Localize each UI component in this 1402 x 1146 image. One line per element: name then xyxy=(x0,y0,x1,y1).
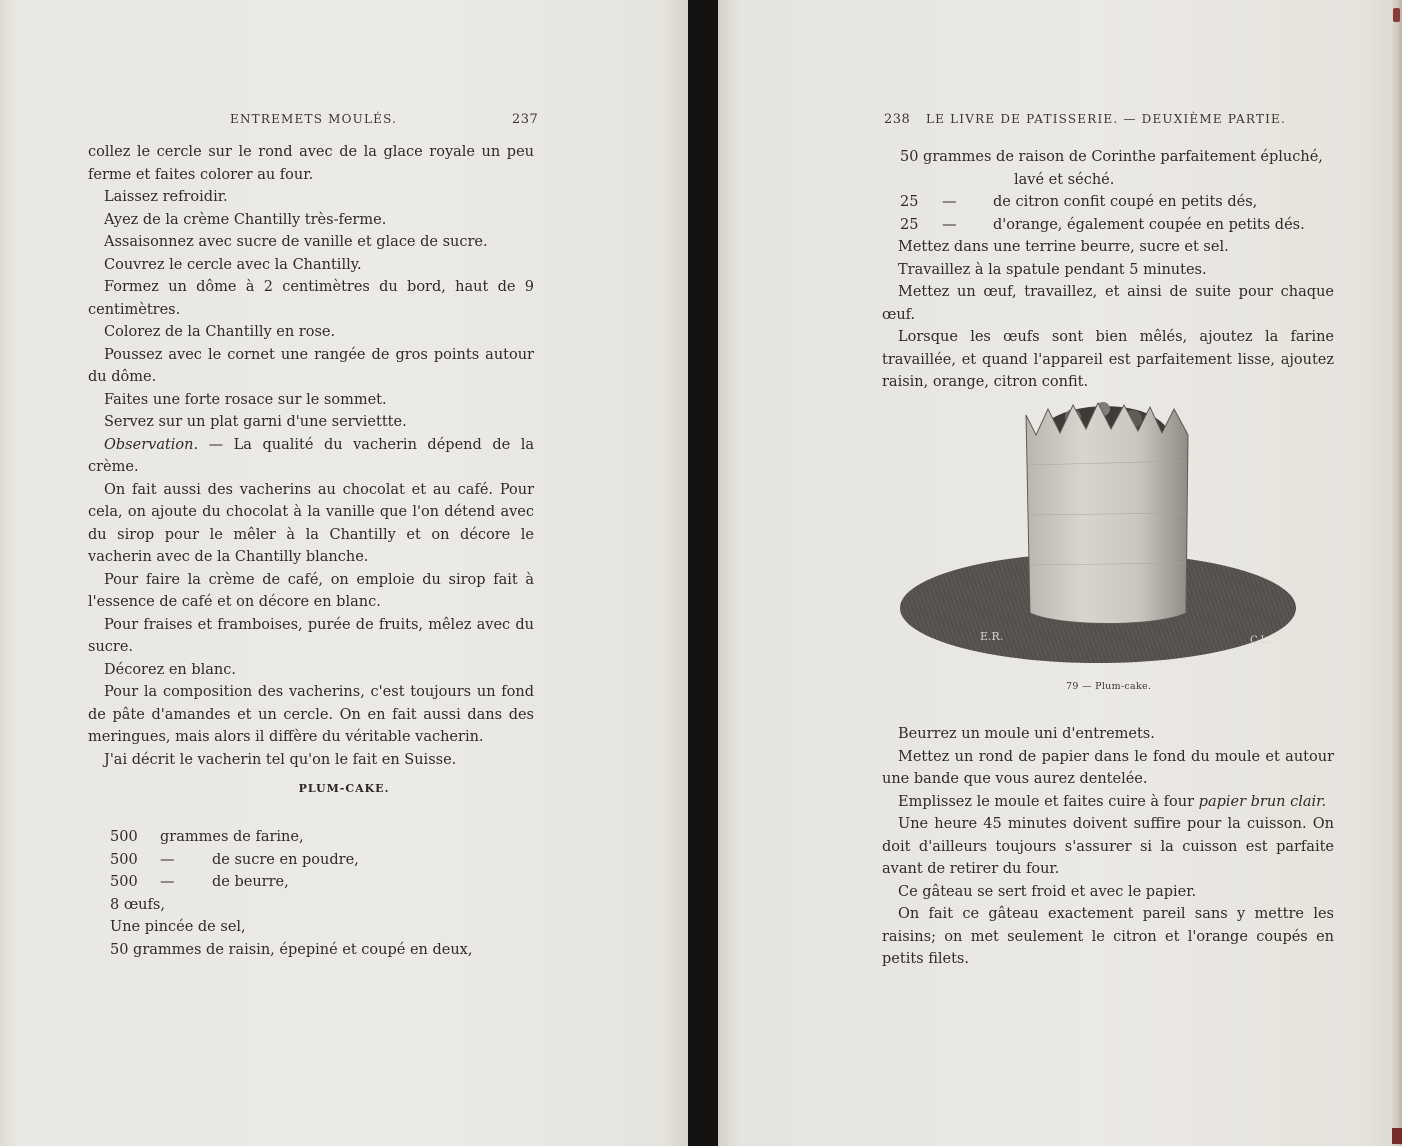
paragraph: Décorez en blanc. xyxy=(104,661,236,678)
right-body-text-top xyxy=(882,236,1334,394)
ingredient-text: de citron confit coupé en petits dés, xyxy=(993,194,1258,210)
paragraph: collez le cercle sur le rond avec de la glace royale un peu ferme et faites colorer au four. xyxy=(88,144,534,183)
paragraph: Pour faire la crème de café, on emploie du sirop fait à l'essence de café et on décore en blanc. xyxy=(88,571,534,610)
left-body-text xyxy=(88,141,534,771)
observation-label: Observation. xyxy=(104,436,199,453)
ingredient-row xyxy=(900,191,1340,214)
paragraph: Travaillez à la spatule pendant 5 minutes. xyxy=(898,261,1207,278)
ingredient-text: de sucre en poudre, xyxy=(212,851,359,868)
ingredient-qty: 25 xyxy=(900,194,919,210)
ingredient-row xyxy=(900,169,1340,192)
section-title: PLUM-CAKE. xyxy=(298,782,390,795)
ingredient-text: 50 grammes de raisin, épepiné et coupé en deux, xyxy=(110,941,473,958)
running-header: ENTREMETS MOULÉS. xyxy=(230,112,398,126)
paragraph: Couvrez le cercle avec la Chantilly. xyxy=(104,256,362,273)
paragraph: Pour fraises et framboises, purée de fruits, mêlez avec du sucre. xyxy=(88,616,534,655)
paragraph: Une heure 45 minutes doivent suffire pour la cuisson. On doit d'ailleurs toujours s'assurer si la cuisson est parfaite avant de retirer du four. xyxy=(882,816,1334,877)
ingredient-text: Une pincée de sel, xyxy=(110,919,246,935)
book-gutter xyxy=(688,0,718,1146)
paragraph: Colorez de la Chantilly en rose. xyxy=(104,324,336,340)
paragraph: Faites une forte rosace sur le sommet. xyxy=(104,391,387,408)
ingredient-text: de beurre, xyxy=(212,874,289,890)
ingredient-text: 8 œufs, xyxy=(110,896,165,913)
paragraph: Ayez de la crème Chantilly très-ferme. xyxy=(104,211,387,228)
ingredient-text: lavé et séché. xyxy=(1014,171,1115,188)
ingredient-text: d'orange, également coupée en petits dés. xyxy=(993,216,1305,233)
paragraph: On fait aussi des vacherins au chocolat et au café. Pour cela, on ajoute du chocolat à la vanille que l'on détend avec du sirop pour le mêler à la Chantilly et on décore le vacherin avec de la Chantilly blanche. xyxy=(88,481,534,565)
paragraph xyxy=(882,791,1334,814)
paragraph: Mettez un œuf, travaillez, et ainsi de suite pour chaque œuf. xyxy=(882,284,1334,323)
ingredient-row xyxy=(110,871,530,894)
ditto-dash: — xyxy=(942,194,957,210)
ditto-dash: — xyxy=(160,851,175,868)
ditto-dash: — xyxy=(942,216,957,233)
observation-paragraph xyxy=(88,434,534,479)
paragraph: Beurrez un moule uni d'entremets. xyxy=(898,726,1155,742)
paragraph: Mettez dans une terrine beurre, sucre et sel. xyxy=(898,239,1229,255)
ingredient-row xyxy=(900,214,1340,237)
ingredient-text: grammes de farine, xyxy=(160,829,304,845)
ditto-dash: — xyxy=(160,874,175,890)
paragraph: On fait ce gâteau exactement pareil sans y mettre les raisins; on met seulement le citron et l'orange coupés en petits filets. xyxy=(882,906,1334,967)
paragraph: J'ai décrit le vacherin tel qu'on le fait en Suisse. xyxy=(104,751,457,768)
running-header-right: LE LIVRE DE PATISSERIE. — DEUXIÈME PARTIE. xyxy=(926,112,1286,126)
ingredient-row xyxy=(110,849,530,872)
page-number-right: 238 xyxy=(884,112,911,127)
left-page xyxy=(0,0,688,1146)
paragraph: Assaisonnez avec sucre de vanille et glace de sucre. xyxy=(104,234,488,250)
edge-mark xyxy=(1393,8,1400,22)
ingredient-list xyxy=(110,826,530,961)
ingredient-row xyxy=(900,146,1340,169)
paragraph: Laissez refroidir. xyxy=(104,189,228,205)
observation-text: — La qualité du vacherin dépend de la crème. xyxy=(88,436,534,475)
right-body-text-bottom xyxy=(882,723,1334,971)
paragraph: Ce gâteau se sert froid et avec le papier. xyxy=(898,883,1197,900)
ingredient-qty: 500 xyxy=(110,874,138,890)
ingredient-list-right xyxy=(900,146,1340,236)
paragraph: Mettez un rond de papier dans le fond du moule et autour une bande que vous aurez dentelée. xyxy=(882,748,1334,787)
ingredient-row xyxy=(110,916,530,939)
plum-cake-illustration xyxy=(898,395,1298,670)
ingredient-qty: 500 xyxy=(110,851,138,868)
engraver-signature-left: E.R. xyxy=(980,630,1004,643)
emplissez-italic: papier brun clair. xyxy=(1198,793,1327,810)
page-number: 237 xyxy=(512,112,539,127)
ingredient-row xyxy=(110,826,530,849)
paragraph: Lorsque les œufs sont bien mêlés, ajoutez la farine travaillée, et quand l'appareil est parfaitement lisse, ajoutez raisin, orange, citron confit. xyxy=(882,329,1334,390)
edge-mark xyxy=(1392,1128,1402,1144)
paragraph: Servez sur un plat garni d'une serviettte. xyxy=(104,414,407,430)
ingredient-qty: 500 xyxy=(110,829,138,845)
paragraph: Formez un dôme à 2 centimètres du bord, haut de 9 centimètres. xyxy=(88,279,534,318)
engraver-signature-right: C.L. xyxy=(1250,635,1271,646)
ingredient-row xyxy=(110,939,530,962)
figure-caption: 79 — Plum-cake. xyxy=(1066,681,1152,692)
ingredient-qty: 25 xyxy=(900,216,919,233)
page-edge xyxy=(1390,0,1402,1146)
ingredient-text: 50 grammes de raison de Corinthe parfaitement épluché, xyxy=(900,149,1323,165)
ingredient-row xyxy=(110,894,530,917)
paragraph: Poussez avec le cornet une rangée de gros points autour du dôme. xyxy=(88,346,534,385)
emplissez-text: Emplissez le moule et faites cuire à four xyxy=(898,793,1199,810)
paragraph: Pour la composition des vacherins, c'est toujours un fond de pâte d'amandes et un cercle. On en fait aussi dans des meringues, mais alors il diffère du véritable vacherin. xyxy=(88,684,534,745)
